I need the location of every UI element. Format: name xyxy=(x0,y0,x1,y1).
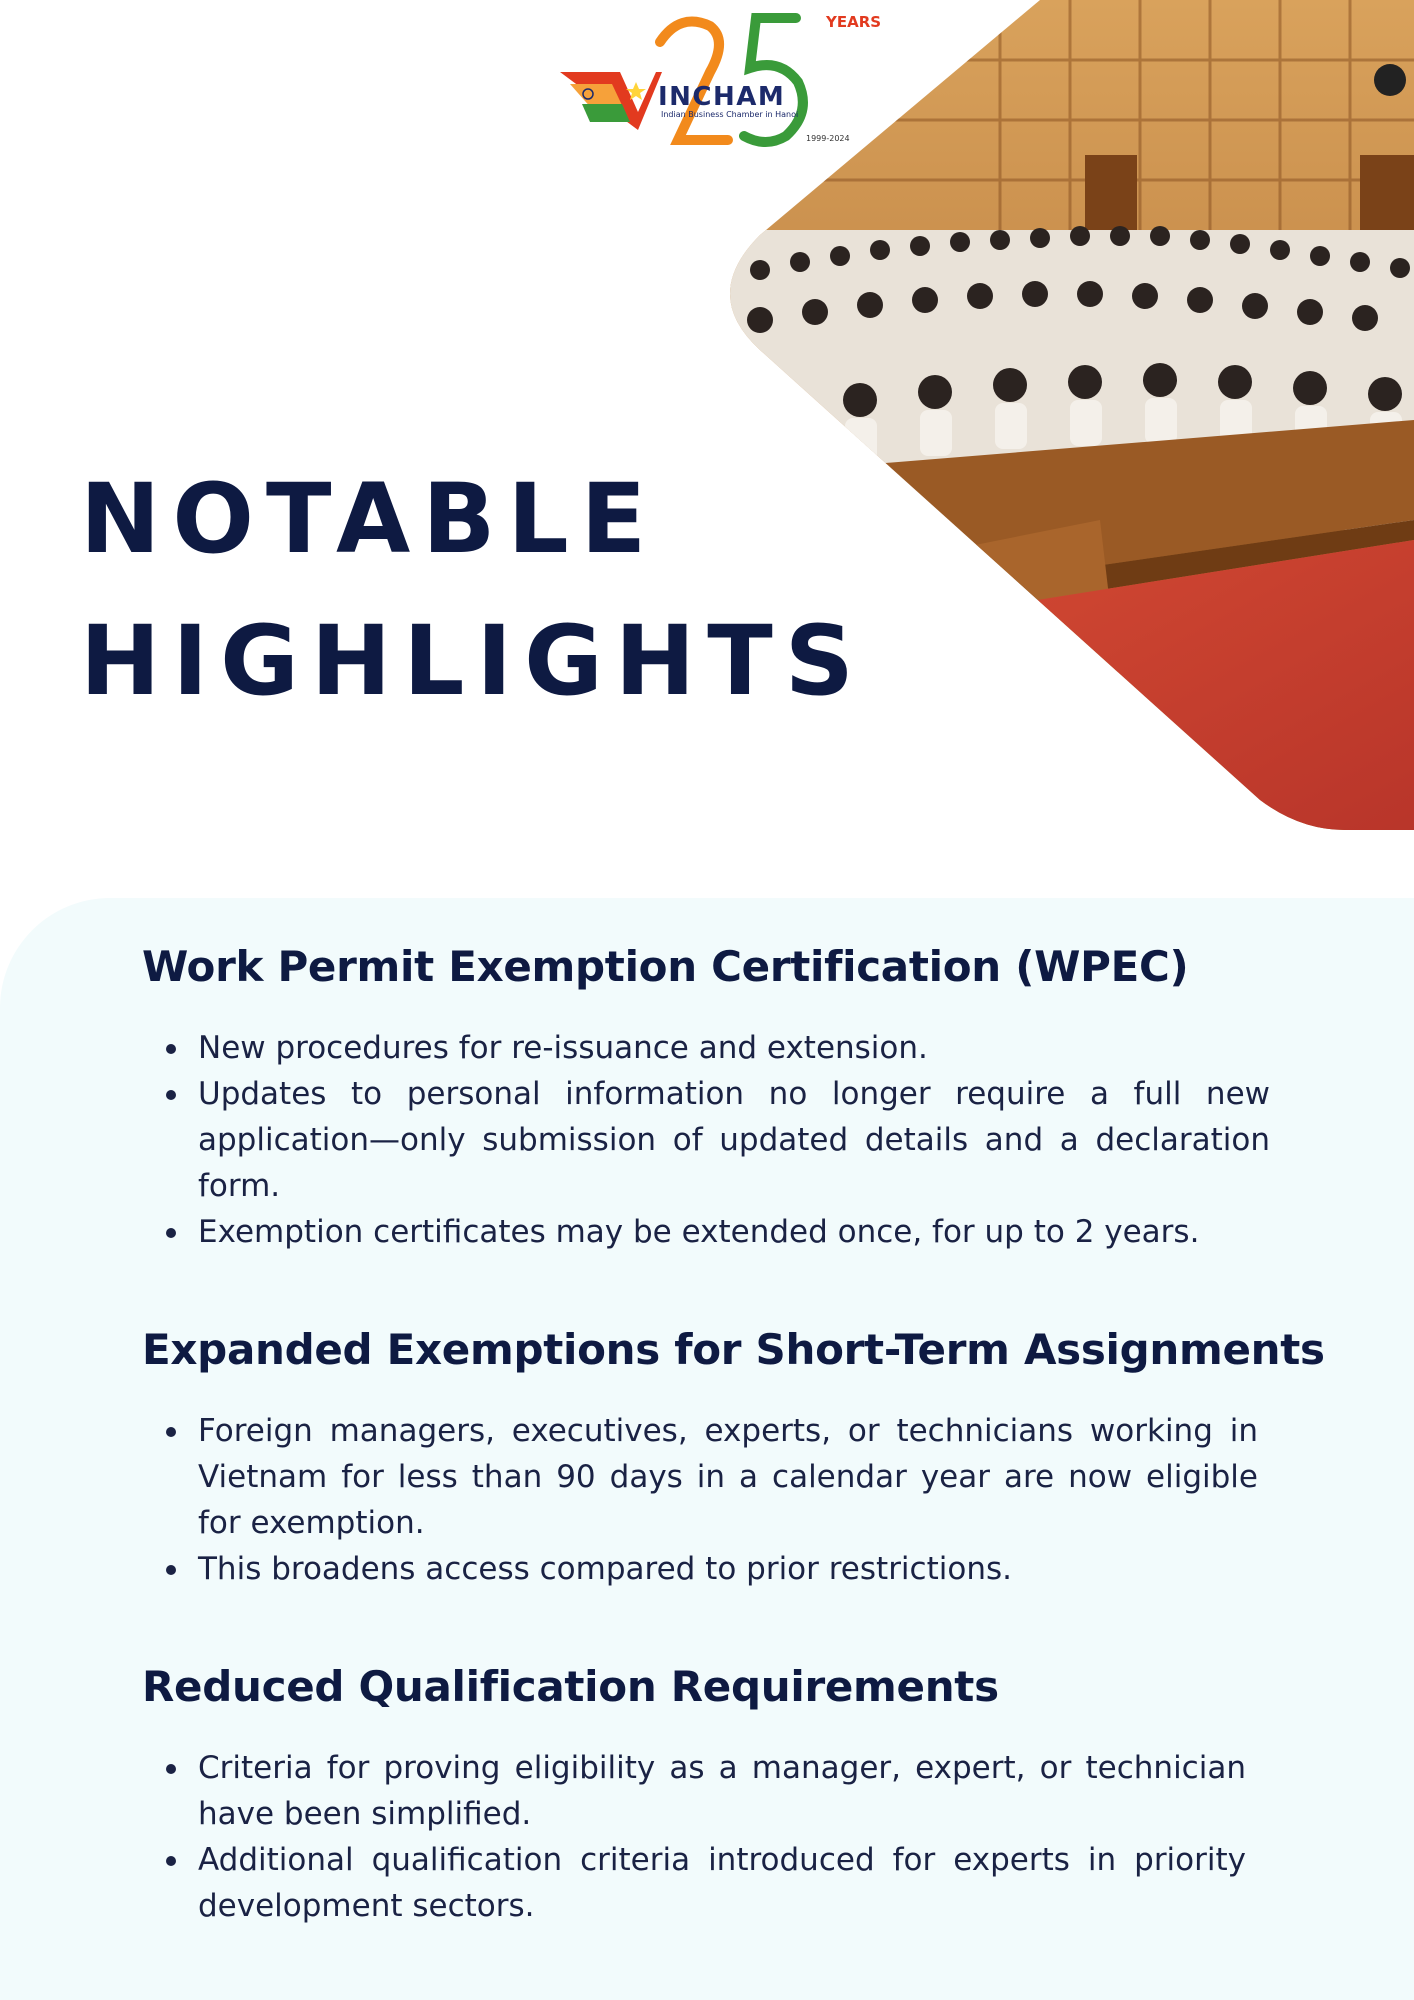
logo-wordmark: INCHAM xyxy=(658,82,786,112)
list-item: New procedures for re-issuance and extension. xyxy=(198,1025,1270,1071)
section-heading: Reduced Qualification Requirements xyxy=(142,1662,999,1711)
list-item: Foreign managers, executives, experts, or technicians working in Vietnam for less than 90 days in a calendar year are now eligible for exemption. xyxy=(198,1408,1258,1546)
bullet-list xyxy=(142,1025,1270,1255)
list-item: Additional qualification criteria introduced for experts in priority development sectors. xyxy=(198,1837,1246,1929)
logo-year-range: 1999-2024 xyxy=(806,134,850,143)
section-heading: Work Permit Exemption Certification (WPEC) xyxy=(142,942,1189,991)
page-title-line-1: NOTABLE xyxy=(80,463,659,575)
page-title xyxy=(80,448,866,732)
bullet-list xyxy=(142,1408,1258,1592)
list-item: Updates to personal information no longer require a full new application—only submission of updated details and a declaration form. xyxy=(198,1071,1270,1209)
list-item: Criteria for proving eligibility as a manager, expert, or technician have been simplified. xyxy=(198,1745,1246,1837)
list-item: Exemption certificates may be extended once, for up to 2 years. xyxy=(198,1209,1270,1255)
page-title-line-2: HIGHLIGHTS xyxy=(80,605,866,717)
logo-subtitle: Indian Business Chamber in Hanoi xyxy=(661,110,799,119)
section-short-term-exemptions xyxy=(142,1325,1342,1592)
logo-years-label: YEARS xyxy=(826,13,882,31)
section-qualification-requirements xyxy=(142,1662,1342,1929)
list-item: This broadens access compared to prior restrictions. xyxy=(198,1546,1258,1592)
section-wpec xyxy=(142,942,1342,1255)
bullet-list xyxy=(142,1745,1246,1929)
section-heading: Expanded Exemptions for Short-Term Assignments xyxy=(142,1325,1325,1374)
